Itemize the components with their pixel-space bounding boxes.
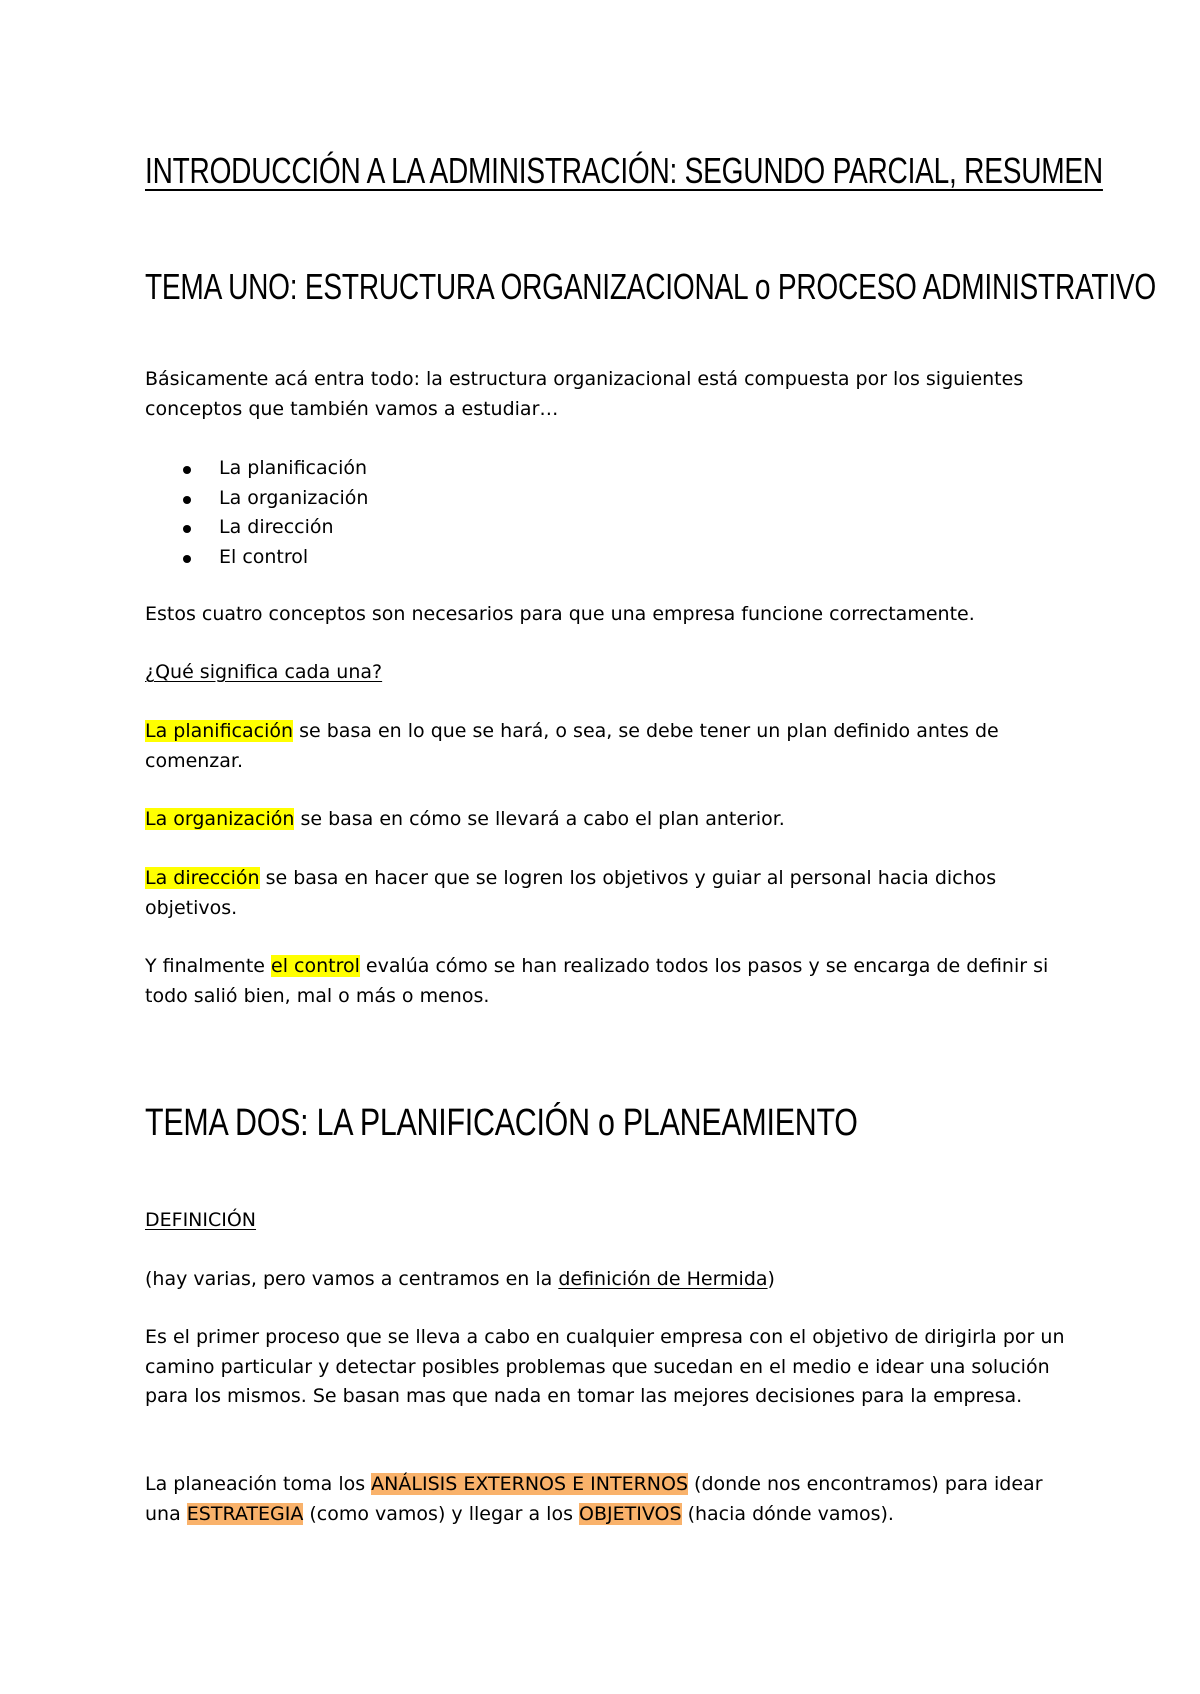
paragraph-organizacion: La organización se basa en cómo se llevará a cabo el plan anterior. (145, 808, 785, 830)
highlight-term: el control (271, 955, 360, 977)
document-title: INTRODUCCIÓN A LA ADMINISTRACIÓN: SEGUNDO PARCIAL, RESUMEN (145, 150, 1103, 191)
paragraph-control: Y finalmente el control evalúa cómo se han realizado todos los pasos y se encarga de definir si todo salió bien, mal o más o menos. (145, 955, 1049, 1007)
highlight-term: ESTRATEGIA (186, 1502, 304, 1525)
list-item: La dirección (183, 513, 368, 543)
list-item: La planificación (183, 454, 368, 484)
tema-uno-heading: TEMA UNO: ESTRUCTURA ORGANIZACIONAL o PROCESO ADMINISTRATIVO (145, 266, 1157, 307)
definicion-heading: DEFINICIÓN (145, 1209, 257, 1231)
highlight-term: La organización (145, 808, 295, 830)
concepts-list (183, 454, 368, 572)
bullet-icon (183, 466, 191, 474)
highlight-term: La dirección (145, 867, 260, 889)
concepts-summary: Estos cuatro conceptos son necesarios para que una empresa funcione correctamente. (145, 603, 975, 625)
definition-note: (hay varias, pero vamos a centramos en la definición de Hermida) (145, 1268, 775, 1290)
tema-uno-intro: Básicamente acá entra todo: la estructura organizacional está compuesta por los siguientes conceptos que también vamos a estudiar… (145, 368, 1024, 420)
highlight-term: OBJETIVOS (579, 1502, 682, 1525)
bullet-icon (183, 525, 191, 533)
bullet-icon (183, 496, 191, 504)
highlight-term: ANÁLISIS EXTERNOS E INTERNOS (371, 1473, 689, 1495)
highlight-term: La planificación (145, 720, 294, 742)
paragraph-planificacion: La planificación se basa en lo que se hará, o sea, se debe tener un plan definido antes de comenzar. (145, 720, 999, 772)
list-item: El control (183, 543, 368, 573)
tema-dos-heading: TEMA DOS: LA PLANIFICACIÓN o PLANEAMIENTO (145, 1102, 858, 1144)
definition-paragraph: Es el primer proceso que se lleva a cabo en cualquier empresa con el objetivo de dirigirla por un camino particular y detectar posibles problemas que sucedan en el medio e idear una solución para los mismos. Se basan mas que nada en tomar las mejores decisiones para la empresa. (145, 1326, 1065, 1407)
hermida-reference: definición de Hermida (558, 1268, 768, 1290)
bullet-icon (183, 555, 191, 563)
list-item: La organización (183, 484, 368, 514)
question-heading: ¿Qué significa cada una? (145, 661, 383, 683)
planeacion-paragraph: La planeación toma los ANÁLISIS EXTERNOS E INTERNOS (donde nos encontramos) para idear una ESTRATEGIA (como vamos) y llegar a los OBJETIVOS (hacia dónde vamos). (145, 1473, 1043, 1525)
paragraph-direccion: La dirección se basa en hacer que se logren los objetivos y guiar al personal hacia dichos objetivos. (145, 867, 997, 919)
